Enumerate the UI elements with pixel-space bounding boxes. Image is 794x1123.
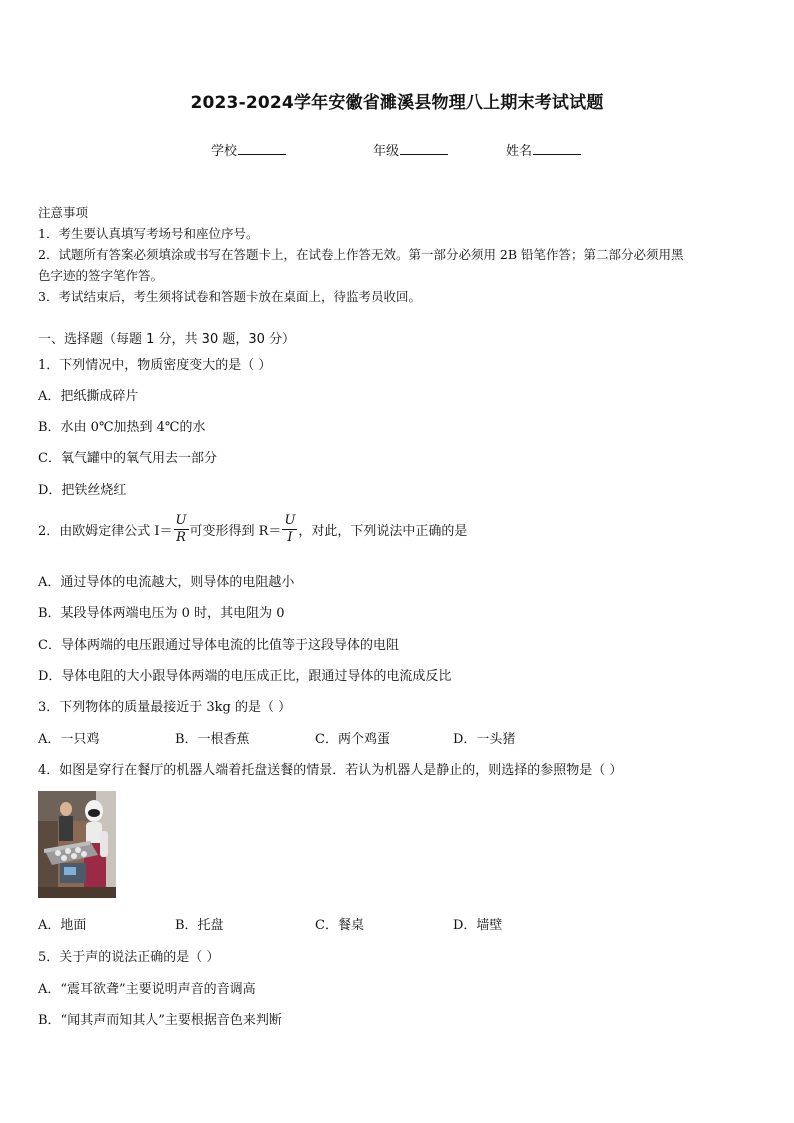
grade-blank[interactable] <box>400 142 448 155</box>
question-3-option-a[interactable]: A．一只鸡 <box>38 732 100 747</box>
school-label: 学校 <box>211 144 238 159</box>
grade-field[interactable] <box>373 140 448 159</box>
question-3-option-d[interactable]: D．一头猪 <box>453 732 516 747</box>
question-2-option-a[interactable]: A．通过导体的电流越大，则导体的电阻越小 <box>38 575 295 590</box>
question-2-stem-a: 2．由欧姆定律公式 I＝ <box>38 524 173 539</box>
question-1-option-a[interactable]: A．把纸撕成碎片 <box>38 389 139 404</box>
question-3-stem: 3．下列物体的质量最接近于 3kg 的是（ ） <box>38 700 292 715</box>
notice-item: 1．考生要认真填写考场号和座位序号。 <box>38 226 259 241</box>
question-3-option-b[interactable]: B．一根香蕉 <box>175 732 250 747</box>
school-blank[interactable] <box>238 142 286 155</box>
fraction-denominator: I <box>287 530 293 545</box>
question-4-stem: 4．如图是穿行在餐厅的机器人端着托盘送餐的情景．若认为机器人是静止的，则选择的参照物是（ ） <box>38 763 623 778</box>
question-3-option-c[interactable]: C．两个鸡蛋 <box>315 732 390 747</box>
school-field[interactable] <box>211 140 286 159</box>
robot-waiter-photo <box>38 791 116 898</box>
fraction-u-over-i <box>282 513 297 546</box>
name-label: 姓名 <box>506 144 533 159</box>
question-4-option-c[interactable]: C．餐桌 <box>315 918 364 933</box>
question-2-stem <box>38 513 467 546</box>
section-heading: 一、选择题（每题 1 分，共 30 题，30 分） <box>38 332 296 347</box>
exam-title: 2023-2024学年安徽省濉溪县物理八上期末考试试题 <box>190 93 604 113</box>
question-2-stem-c: ，对此，下列说法中正确的是 <box>298 524 468 539</box>
question-1-option-c[interactable]: C．氧气罐中的氧气用去一部分 <box>38 451 217 466</box>
fraction-denominator: R <box>176 530 186 545</box>
fraction-numerator: U <box>175 513 187 528</box>
question-4-option-d[interactable]: D．墙壁 <box>453 918 503 933</box>
fraction-u-over-r <box>174 513 189 546</box>
notice-item: 3．考试结束后，考生须将试卷和答题卡放在桌面上，待监考员收回。 <box>38 289 421 304</box>
question-4-option-a[interactable]: A．地面 <box>38 918 87 933</box>
question-1-stem: 1．下列情况中，物质密度变大的是（ ） <box>38 358 272 373</box>
question-1-option-b[interactable]: B．水由 0℃加热到 4℃的水 <box>38 420 206 435</box>
grade-label: 年级 <box>373 144 400 159</box>
name-field[interactable] <box>506 140 581 159</box>
question-2-stem-b: 可变形得到 R＝ <box>189 524 282 539</box>
question-5-option-a[interactable]: A．“震耳欲聋”主要说明声音的音调高 <box>38 982 256 997</box>
name-blank[interactable] <box>533 142 581 155</box>
question-2-option-c[interactable]: C．导体两端的电压跟通过导体电流的比值等于这段导体的电阻 <box>38 638 399 653</box>
question-1-option-d[interactable]: D．把铁丝烧红 <box>38 483 127 498</box>
question-2-option-d[interactable]: D．导体电阻的大小跟导体两端的电压成正比，跟通过导体的电流成反比 <box>38 669 452 684</box>
notice-heading: 注意事项 <box>38 205 89 220</box>
question-4-option-b[interactable]: B．托盘 <box>175 918 224 933</box>
question-5-stem: 5．关于声的说法正确的是（ ） <box>38 950 220 965</box>
notice-item: 2．试题所有答案必须填涂或书写在答题卡上，在试卷上作答无效。第一部分必须用 2B 铅笔作答；第二部分必须用黑 <box>38 247 684 262</box>
fraction-numerator: U <box>284 513 296 528</box>
question-5-option-b[interactable]: B．“闻其声而知其人”主要根据音色来判断 <box>38 1013 282 1028</box>
question-2-option-b[interactable]: B．某段导体两端电压为 0 时，其电阻为 0 <box>38 606 285 621</box>
notice-item: 色字迹的签字笔作答。 <box>38 268 164 283</box>
